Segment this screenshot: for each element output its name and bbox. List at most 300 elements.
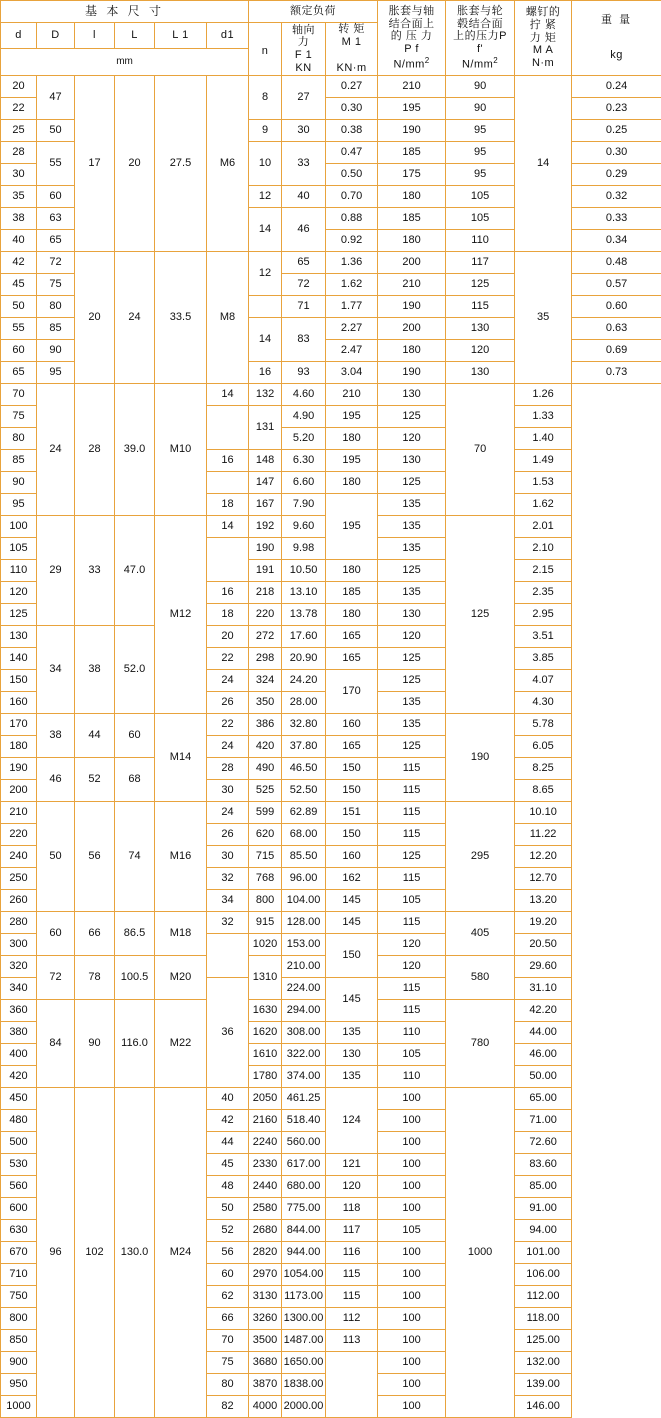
cell-kg: 112.00	[515, 1285, 572, 1307]
cell-n	[207, 933, 249, 977]
cell-kg: 13.20	[515, 889, 572, 911]
cell-n: 32	[207, 911, 249, 933]
cell-d: 50	[1, 295, 37, 317]
cell-D: 63	[37, 207, 75, 229]
cell-pf2: 130	[446, 361, 515, 383]
cell-pf2: 125	[446, 273, 515, 295]
cell-f1: 3130	[249, 1285, 282, 1307]
cell-pf2: 115	[378, 779, 446, 801]
cell-f1: 525	[249, 779, 282, 801]
cell-d: 40	[1, 229, 37, 251]
cell-d: 530	[1, 1153, 37, 1175]
torque-line-2: M 1	[326, 36, 377, 49]
cell-m1: 0.27	[326, 75, 378, 97]
table-row	[1, 757, 661, 779]
cell-d1: M16	[155, 801, 207, 911]
cell-pf2: 115	[378, 999, 446, 1021]
cell-kg: 0.48	[572, 251, 661, 273]
cell-m1: 10.50	[282, 559, 326, 581]
cell-l: 34	[37, 625, 75, 713]
cell-f1: 40	[282, 185, 326, 207]
cell-L1: 39.0	[115, 383, 155, 515]
pf-line-4: P f	[378, 43, 445, 56]
cell-m1: 24.20	[282, 669, 326, 691]
cell-f1: 490	[249, 757, 282, 779]
cell-n: 26	[207, 823, 249, 845]
cell-kg: 118.00	[515, 1307, 572, 1329]
cell-kg: 94.00	[515, 1219, 572, 1241]
pf2-line-2: 毂结合面	[446, 18, 514, 31]
cell-n: 22	[207, 713, 249, 735]
cell-n: 66	[207, 1307, 249, 1329]
cell-pf2: 120	[378, 955, 446, 977]
cell-pf: 195	[378, 97, 446, 119]
cell-m1: 5.20	[282, 427, 326, 449]
cell-m1: 85.50	[282, 845, 326, 867]
cell-L1: 86.5	[115, 911, 155, 955]
cell-pf2: 100	[378, 1153, 446, 1175]
cell-d: 360	[1, 999, 37, 1021]
cell-kg: 1.62	[515, 493, 572, 515]
cell-pf: 170	[326, 669, 378, 713]
cell-f1: 2970	[249, 1263, 282, 1285]
cell-d: 210	[1, 801, 37, 823]
cell-m1: 32.80	[282, 713, 326, 735]
cell-f1: 72	[282, 273, 326, 295]
cell-pf: 180	[326, 471, 378, 493]
cell-n: 14	[207, 515, 249, 537]
pf-unit: $N/mm^2$	[378, 56, 445, 71]
cell-d: 100	[1, 515, 37, 537]
cell-L: 33	[75, 515, 115, 625]
cell-pf: 151	[326, 801, 378, 823]
cell-kg: 71.00	[515, 1109, 572, 1131]
cell-pf2: 90	[446, 97, 515, 119]
cell-L1: 47.0	[115, 515, 155, 625]
cell-pf: 118	[326, 1197, 378, 1219]
header-col-axial-force	[282, 23, 326, 76]
cell-m1: 0.47	[326, 141, 378, 163]
cell-f1: 800	[249, 889, 282, 911]
cell-n: 42	[207, 1109, 249, 1131]
cell-f1: 2580	[249, 1197, 282, 1219]
cell-f1: 3870	[249, 1373, 282, 1395]
cell-D: 72	[37, 251, 75, 273]
cell-m1: 2.47	[326, 339, 378, 361]
pf2-line-4: f'	[446, 43, 514, 56]
cell-f1: 131	[249, 405, 282, 449]
cell-f1: 2680	[249, 1219, 282, 1241]
cell-kg: 8.65	[515, 779, 572, 801]
cell-ma: 295	[446, 801, 515, 911]
cell-f1: 1780	[249, 1065, 282, 1087]
table-row	[1, 75, 661, 97]
cell-pf: 162	[326, 867, 378, 889]
header-col-screw-torque	[515, 1, 572, 76]
cell-l: 46	[37, 757, 75, 801]
cell-d: 300	[1, 933, 37, 955]
cell-d: 130	[1, 625, 37, 647]
cell-m1: 7.90	[282, 493, 326, 515]
cell-kg: 10.10	[515, 801, 572, 823]
cell-d: 140	[1, 647, 37, 669]
cell-m1: 617.00	[282, 1153, 326, 1175]
cell-d: 160	[1, 691, 37, 713]
cell-m1: 210.00	[282, 955, 326, 977]
cell-pf2: 105	[378, 889, 446, 911]
cell-m1: 6.30	[282, 449, 326, 471]
cell-d: 75	[1, 405, 37, 427]
cell-L: 102	[75, 1087, 115, 1417]
cell-d1: M20	[155, 955, 207, 999]
cell-kg: 31.10	[515, 977, 572, 999]
table-row	[1, 713, 661, 735]
header-basic-unit: mm	[1, 49, 249, 75]
cell-m1: 560.00	[282, 1131, 326, 1153]
cell-d: 80	[1, 427, 37, 449]
axial-line-1: 轴向	[282, 24, 325, 37]
cell-f1: 27	[282, 75, 326, 119]
cell-n: 75	[207, 1351, 249, 1373]
cell-pf2: 130	[446, 317, 515, 339]
cell-n: 40	[207, 1087, 249, 1109]
cell-pf: 195	[326, 493, 378, 559]
cell-ma: 125	[446, 515, 515, 713]
cell-f1: 1620	[249, 1021, 282, 1043]
cell-D: 55	[37, 141, 75, 185]
table-row	[1, 801, 661, 823]
cell-m1: 1300.00	[282, 1307, 326, 1329]
cell-L: 90	[75, 999, 115, 1087]
cell-d: 250	[1, 867, 37, 889]
cell-n: 30	[207, 779, 249, 801]
cell-pf: 180	[378, 229, 446, 251]
cell-f1: 132	[249, 383, 282, 405]
cell-L1: 68	[115, 757, 155, 801]
cell-d1: M24	[155, 1087, 207, 1417]
cell-d: 200	[1, 779, 37, 801]
cell-d: 55	[1, 317, 37, 339]
cell-pf: 145	[326, 977, 378, 1021]
cell-l: 72	[37, 955, 75, 999]
cell-pf2: 115	[378, 823, 446, 845]
cell-m1: 1054.00	[282, 1263, 326, 1285]
cell-m1: 13.78	[282, 603, 326, 625]
cell-f1: 2160	[249, 1109, 282, 1131]
cell-kg: 3.51	[515, 625, 572, 647]
cell-pf2: 120	[378, 625, 446, 647]
pf2-line-1: 胀套与轮	[446, 5, 514, 18]
cell-l: 96	[37, 1087, 75, 1417]
cell-n: 60	[207, 1263, 249, 1285]
cell-pf2: 100	[378, 1395, 446, 1417]
cell-f1: 65	[282, 251, 326, 273]
pf-line-2: 结合面上	[378, 18, 445, 31]
cell-m1: 1.77	[326, 295, 378, 317]
cell-d: 450	[1, 1087, 37, 1109]
cell-m1: 52.50	[282, 779, 326, 801]
cell-pf2: 90	[446, 75, 515, 97]
axial-line-3: F 1	[282, 49, 325, 62]
cell-d: 670	[1, 1241, 37, 1263]
cell-n: 16	[249, 361, 282, 383]
cell-m1: 1173.00	[282, 1285, 326, 1307]
cell-d: 950	[1, 1373, 37, 1395]
cell-m1: 20.90	[282, 647, 326, 669]
cell-L: 38	[75, 625, 115, 713]
cell-D: 60	[37, 185, 75, 207]
cell-d: 60	[1, 339, 37, 361]
cell-m1: 518.40	[282, 1109, 326, 1131]
cell-d: 110	[1, 559, 37, 581]
cell-m1: 1838.00	[282, 1373, 326, 1395]
cell-f1: 30	[282, 119, 326, 141]
cell-d: 35	[1, 185, 37, 207]
cell-pf: 200	[378, 317, 446, 339]
cell-d: 220	[1, 823, 37, 845]
cell-pf: 120	[326, 1175, 378, 1197]
cell-kg: 5.78	[515, 713, 572, 735]
cell-pf: 185	[326, 581, 378, 603]
cell-kg: 50.00	[515, 1065, 572, 1087]
table-row	[1, 1087, 661, 1109]
cell-kg: 1.53	[515, 471, 572, 493]
cell-f1: 715	[249, 845, 282, 867]
cell-m1: 294.00	[282, 999, 326, 1021]
cell-f1: 3260	[249, 1307, 282, 1329]
cell-pf2: 117	[446, 251, 515, 273]
screw-unit: N·m	[515, 57, 571, 70]
header-col-pf	[378, 1, 446, 76]
cell-pf: 150	[326, 933, 378, 977]
cell-m1: 28.00	[282, 691, 326, 713]
cell-d: 600	[1, 1197, 37, 1219]
cell-l: 17	[75, 75, 115, 251]
header-col-pf2	[446, 1, 515, 76]
cell-pf2: 120	[378, 427, 446, 449]
header-col-d: d	[1, 23, 37, 49]
cell-m1: 1.36	[326, 251, 378, 273]
cell-pf: 210	[378, 75, 446, 97]
header-col-L1: L 1	[155, 23, 207, 49]
cell-kg: 0.34	[572, 229, 661, 251]
cell-d: 190	[1, 757, 37, 779]
cell-kg: 0.24	[572, 75, 661, 97]
torque-unit: KN·m	[326, 62, 377, 75]
cell-kg: 42.20	[515, 999, 572, 1021]
cell-L: 28	[75, 383, 115, 515]
cell-pf2: 135	[378, 537, 446, 559]
cell-pf: 160	[326, 845, 378, 867]
cell-kg: 0.23	[572, 97, 661, 119]
cell-f1: 915	[249, 911, 282, 933]
cell-ma: 190	[446, 713, 515, 801]
cell-d: 22	[1, 97, 37, 119]
cell-kg: 72.60	[515, 1131, 572, 1153]
cell-kg: 0.25	[572, 119, 661, 141]
pf-line-3: 的 压 力	[378, 30, 445, 43]
cell-m1: 2000.00	[282, 1395, 326, 1417]
cell-n: 48	[207, 1175, 249, 1197]
cell-pf: 121	[326, 1153, 378, 1175]
cell-pf2: 95	[446, 163, 515, 185]
cell-n: 30	[207, 845, 249, 867]
cell-n: 45	[207, 1153, 249, 1175]
cell-kg: 83.60	[515, 1153, 572, 1175]
cell-n: 10	[249, 141, 282, 185]
header-col-l: l	[75, 23, 115, 49]
cell-d: 20	[1, 75, 37, 97]
header-col-D: D	[37, 23, 75, 49]
cell-pf2: 115	[378, 757, 446, 779]
cell-pf: 135	[326, 1065, 378, 1087]
cell-kg: 2.35	[515, 581, 572, 603]
cell-pf2: 115	[378, 801, 446, 823]
cell-f1: 167	[249, 493, 282, 515]
cell-m1: 374.00	[282, 1065, 326, 1087]
cell-pf2: 115	[378, 867, 446, 889]
cell-f1: 2240	[249, 1131, 282, 1153]
cell-pf: 180	[378, 339, 446, 361]
cell-f1: 190	[249, 537, 282, 559]
cell-kg: 0.29	[572, 163, 661, 185]
cell-pf2: 130	[378, 383, 446, 405]
cell-pf: 180	[326, 603, 378, 625]
cell-d: 500	[1, 1131, 37, 1153]
cell-pf2: 125	[378, 405, 446, 427]
cell-n: 34	[207, 889, 249, 911]
cell-d: 260	[1, 889, 37, 911]
cell-kg: 1.26	[515, 383, 572, 405]
cell-pf2: 100	[378, 1263, 446, 1285]
cell-kg: 20.50	[515, 933, 572, 955]
cell-m1: 37.80	[282, 735, 326, 757]
cell-kg: 12.70	[515, 867, 572, 889]
cell-f1: 191	[249, 559, 282, 581]
cell-pf2: 130	[378, 603, 446, 625]
cell-pf2: 110	[446, 229, 515, 251]
cell-kg: 4.30	[515, 691, 572, 713]
cell-pf: 195	[326, 449, 378, 471]
cell-n: 12	[249, 185, 282, 207]
cell-pf2: 100	[378, 1307, 446, 1329]
cell-d: 800	[1, 1307, 37, 1329]
cell-d: 70	[1, 383, 37, 405]
cell-L1: 130.0	[115, 1087, 155, 1417]
cell-pf: 135	[326, 1021, 378, 1043]
cell-L: 44	[75, 713, 115, 757]
cell-pf: 180	[326, 559, 378, 581]
cell-m1: 224.00	[282, 977, 326, 999]
cell-f1: 4000	[249, 1395, 282, 1417]
cell-pf: 190	[378, 119, 446, 141]
cell-D: 47	[37, 75, 75, 119]
cell-n	[249, 295, 282, 317]
cell-L: 24	[115, 251, 155, 383]
cell-d: 38	[1, 207, 37, 229]
table-row	[1, 911, 661, 933]
cell-m1: 9.60	[282, 515, 326, 537]
cell-f1: 93	[282, 361, 326, 383]
cell-f1: 2440	[249, 1175, 282, 1197]
cell-d: 45	[1, 273, 37, 295]
cell-d: 65	[1, 361, 37, 383]
cell-f1: 1020	[249, 933, 282, 955]
cell-L1: 52.0	[115, 625, 155, 713]
cell-D: 85	[37, 317, 75, 339]
cell-f1: 3680	[249, 1351, 282, 1373]
cell-kg: 0.57	[572, 273, 661, 295]
cell-n: 26	[207, 691, 249, 713]
cell-pf: 130	[326, 1043, 378, 1065]
cell-f1: 1310	[249, 955, 282, 999]
cell-kg: 0.73	[572, 361, 661, 383]
cell-m1: 0.70	[326, 185, 378, 207]
cell-m1: 844.00	[282, 1219, 326, 1241]
cell-pf2: 135	[378, 713, 446, 735]
cell-d: 150	[1, 669, 37, 691]
cell-n: 12	[249, 251, 282, 295]
cell-n: 24	[207, 801, 249, 823]
cell-f1: 386	[249, 713, 282, 735]
cell-pf2: 105	[378, 1043, 446, 1065]
cell-m1: 944.00	[282, 1241, 326, 1263]
cell-pf2: 100	[378, 1087, 446, 1109]
cell-pf2: 130	[378, 449, 446, 471]
screw-line-1: 螺钉的	[515, 6, 571, 19]
cell-pf: 200	[378, 251, 446, 273]
cell-pf: 165	[326, 647, 378, 669]
header-n-label: n	[249, 45, 281, 58]
cell-kg: 91.00	[515, 1197, 572, 1219]
cell-d: 320	[1, 955, 37, 977]
cell-f1: 2820	[249, 1241, 282, 1263]
header-col-d1: d1	[207, 23, 249, 49]
torque-line-1: 转 矩	[326, 23, 377, 36]
cell-pf2: 115	[378, 911, 446, 933]
cell-pf: 210	[326, 383, 378, 405]
table-row	[1, 625, 661, 647]
cell-kg: 11.22	[515, 823, 572, 845]
cell-n: 8	[249, 75, 282, 119]
cell-pf2: 135	[378, 691, 446, 713]
cell-ma: 35	[515, 251, 572, 383]
cell-f1: 3500	[249, 1329, 282, 1351]
cell-n: 14	[249, 207, 282, 251]
cell-d: 30	[1, 163, 37, 185]
cell-m1: 4.60	[282, 383, 326, 405]
cell-D: 95	[37, 361, 75, 383]
cell-kg: 44.00	[515, 1021, 572, 1043]
cell-m1: 6.60	[282, 471, 326, 493]
cell-L: 56	[75, 801, 115, 911]
cell-d: 25	[1, 119, 37, 141]
pf2-unit: $N/mm^2$	[446, 56, 514, 71]
cell-f1: 1630	[249, 999, 282, 1021]
cell-m1: 1650.00	[282, 1351, 326, 1373]
cell-n: 24	[207, 669, 249, 691]
cell-pf2: 105	[446, 207, 515, 229]
cell-n: 24	[207, 735, 249, 757]
header-row-1	[1, 1, 661, 23]
screw-line-3: 力 矩	[515, 32, 571, 45]
axial-line-2: 力	[282, 36, 325, 49]
cell-pf2: 110	[378, 1065, 446, 1087]
cell-pf: 165	[326, 625, 378, 647]
cell-d: 170	[1, 713, 37, 735]
cell-L: 66	[75, 911, 115, 955]
cell-m1: 13.10	[282, 581, 326, 603]
